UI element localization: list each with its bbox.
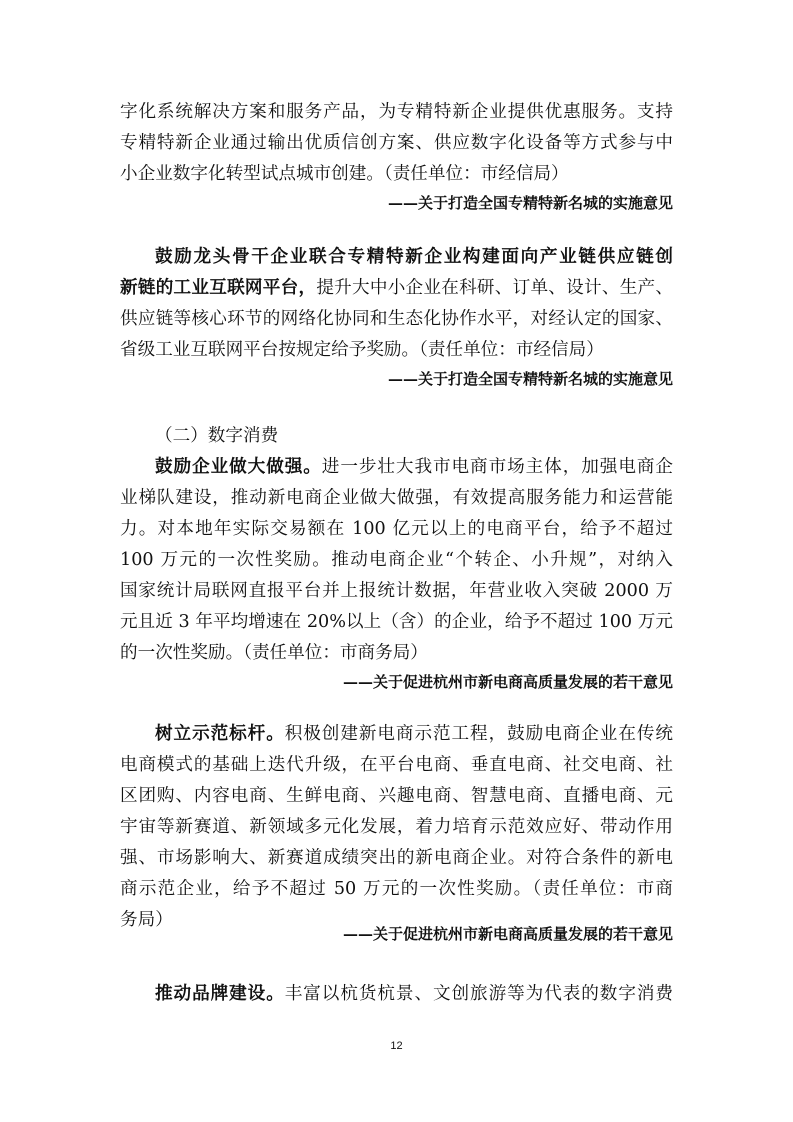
body-text-span: 丰富以杭货杭景、文创旅游等为代表的数字消费 bbox=[284, 984, 673, 1004]
body-text-line: 小企业数字化转型试点城市创建。（责任单位：市经信局） bbox=[120, 164, 569, 184]
source-citation: ——关于促进杭州市新电商高质量发展的若干意见 bbox=[342, 673, 673, 691]
page-number: 12 bbox=[390, 1040, 403, 1052]
body-text-line: 力。对本地年实际交易额在 100 亿元以上的电商平台，给予不超过 bbox=[120, 519, 673, 539]
body-text-span: 提升大中小企业在科研、订单、设计、生产、 bbox=[316, 278, 673, 298]
body-text-line: 100 万元的一次性奖励。推动电商企业“个转企、小升规”，对纳入 bbox=[120, 550, 673, 570]
paragraph-title: 鼓励企业做大做强。 bbox=[155, 456, 322, 477]
body-text-line: 务局） bbox=[120, 910, 173, 930]
body-text-line: 省级工业互联网平台按规定给予奖励。（责任单位：市经信局） bbox=[120, 340, 604, 360]
body-text-line: 专精特新企业通过输出优质信创方案、供应数字化设备等方式参与中 bbox=[120, 133, 673, 153]
body-text-line bbox=[120, 275, 673, 301]
section-heading: （二）数字消费 bbox=[155, 426, 279, 446]
paragraph-title-cont: 新链的工业互联网平台， bbox=[120, 277, 317, 298]
body-text-line: 的一次性奖励。（责任单位：市商务局） bbox=[120, 643, 428, 663]
paragraph-title: 树立示范标杆。 bbox=[155, 723, 285, 744]
body-text-line: 区团购、内容电商、生鲜电商、兴趣电商、智慧电商、直播电商、元 bbox=[120, 786, 673, 806]
body-text-line: 业梯队建设，推动新电商企业做大做强，有效提高服务能力和运营能 bbox=[120, 488, 673, 508]
body-text-line: 宇宙等新赛道、新领域多元化发展，着力培育示范效应好、带动作用 bbox=[120, 817, 673, 837]
source-citation: ——关于促进杭州市新电商高质量发展的若干意见 bbox=[342, 925, 673, 943]
body-text-line: 字化系统解决方案和服务产品，为专精特新企业提供优惠服务。支持 bbox=[120, 102, 673, 122]
body-text-line: 元且近 3 年平均增速在 20%以上（含）的企业，给予不超过 100 万元 bbox=[120, 612, 673, 632]
body-text-line: 电商模式的基础上迭代升级，在平台电商、垂直电商、社交电商、社 bbox=[120, 755, 673, 775]
body-text-line: 供应链等核心环节的网络化协同和生态化协作水平，对经认定的国家、 bbox=[120, 309, 673, 329]
source-citation: ——关于打造全国专精特新名城的实施意见 bbox=[387, 194, 673, 212]
body-text-line: 国家统计局联网直报平台并上报统计数据，年营业收入突破 2000 万 bbox=[120, 581, 673, 601]
source-citation: ——关于打造全国专精特新名城的实施意见 bbox=[387, 370, 673, 388]
body-text-line: 强、市场影响大、新赛道成绩突出的新电商企业。对符合条件的新电 bbox=[120, 848, 673, 868]
body-text-line bbox=[155, 981, 673, 1007]
body-text-line bbox=[155, 721, 673, 747]
body-text-line: 商示范企业，给予不超过 50 万元的一次性奖励。（责任单位：市商 bbox=[120, 879, 673, 899]
paragraph-title: 鼓励龙头骨干企业联合专精特新企业构建面向产业链供应链创 bbox=[155, 246, 673, 267]
body-text-span: 进一步壮大我市电商市场主体，加强电商企 bbox=[321, 457, 673, 477]
paragraph-title: 推动品牌建设。 bbox=[155, 983, 285, 1004]
body-text-span: 积极创建新电商示范工程，鼓励电商企业在传统 bbox=[284, 724, 673, 744]
body-text-line bbox=[155, 454, 673, 480]
